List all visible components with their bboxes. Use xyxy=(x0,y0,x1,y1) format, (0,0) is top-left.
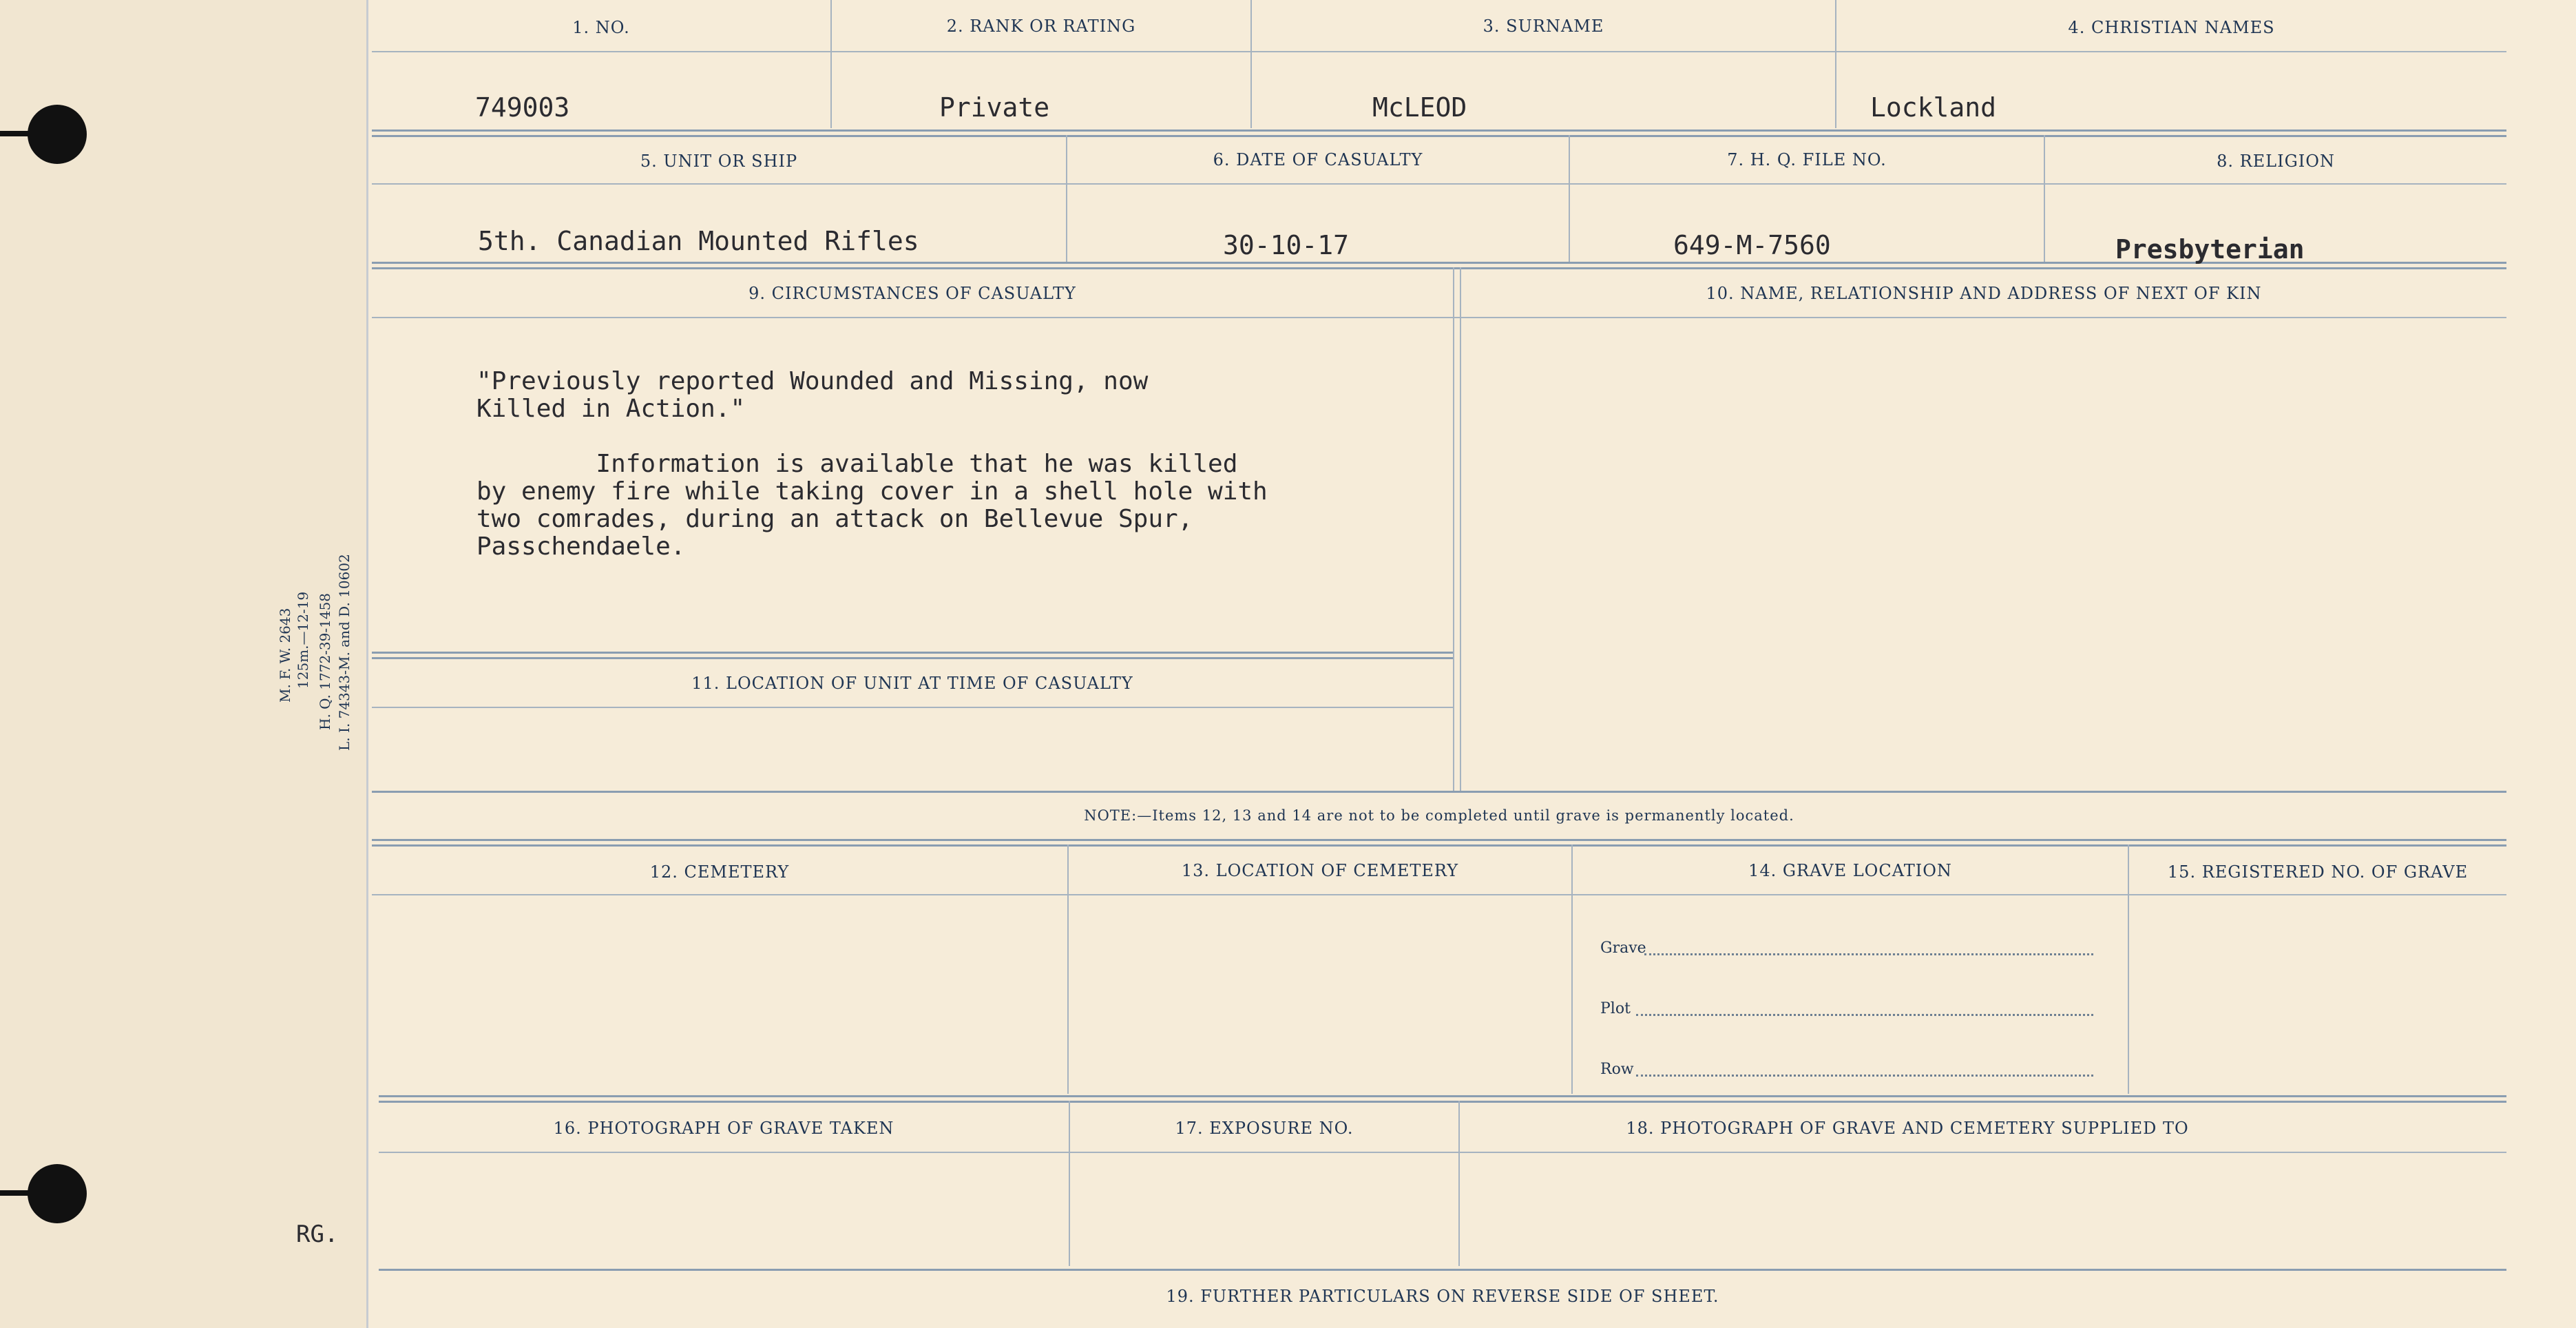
value-religion: Presbyterian xyxy=(2115,234,2305,264)
card-margin xyxy=(0,0,366,1328)
label-next-of-kin: 10. NAME, RELATIONSHIP AND ADDRESS OF NEXT OF KIN xyxy=(1706,284,2262,303)
rule xyxy=(372,657,1453,659)
circumstances-line-3: Information is available that he was killed xyxy=(477,450,1238,478)
value-unit: 5th. Canadian Mounted Rifles xyxy=(478,226,919,256)
punch-hole-top-tail xyxy=(0,131,30,136)
plot-field-label: Plot xyxy=(1600,1000,1631,1017)
rule xyxy=(372,839,2506,841)
label-photograph-supplied: 18. PHOTOGRAPH OF GRAVE AND CEMETERY SUPPLIED TO xyxy=(1626,1119,2189,1138)
value-christian-names: Lockland xyxy=(1870,92,1997,123)
label-number: 1. NO. xyxy=(572,18,630,37)
circumstances-line-6: Passchendaele. xyxy=(477,532,686,561)
rule xyxy=(1571,844,1573,1094)
rule xyxy=(372,844,2506,847)
row-field-line xyxy=(1636,1075,2093,1077)
label-hq-file: 7. H. Q. FILE NO. xyxy=(1727,150,1887,169)
rule xyxy=(372,894,2506,895)
punch-hole-bottom-tail xyxy=(0,1190,30,1196)
rule xyxy=(372,129,2506,132)
label-religion: 8. RELIGION xyxy=(2217,152,2335,171)
punch-hole-bottom xyxy=(28,1164,87,1223)
label-photograph-taken: 16. PHOTOGRAPH OF GRAVE TAKEN xyxy=(553,1119,894,1138)
label-location-of-unit: 11. LOCATION OF UNIT AT TIME OF CASUALTY xyxy=(691,674,1133,693)
margin-print-1: M. F. W. 2643 xyxy=(277,608,293,703)
label-unit: 5. UNIT OR SHIP xyxy=(640,152,798,171)
rg-stamp: RG. xyxy=(296,1221,339,1248)
label-registered-no: 15. REGISTERED NO. OF GRAVE xyxy=(2167,862,2469,882)
label-circumstances: 9. CIRCUMSTANCES OF CASUALTY xyxy=(748,284,1076,303)
label-grave-location: 14. GRAVE LOCATION xyxy=(1748,861,1952,880)
value-date: 30-10-17 xyxy=(1223,230,1350,260)
rule xyxy=(1453,267,1454,791)
label-christian-names: 4. CHRISTIAN NAMES xyxy=(2068,18,2275,37)
value-number: 749003 xyxy=(475,92,570,123)
row-field-label: Row xyxy=(1600,1061,1634,1078)
label-rank: 2. RANK OR RATING xyxy=(946,17,1136,36)
margin-print-3: H. Q. 1772-39-1458 xyxy=(317,592,333,730)
grave-field-line xyxy=(1644,953,2093,955)
circumstances-line-4: by enemy fire while taking cover in a shell hole with xyxy=(477,477,1268,506)
value-rank: Private xyxy=(939,92,1050,123)
grave-field-label: Grave xyxy=(1600,940,1646,957)
rule xyxy=(372,267,2506,269)
rule xyxy=(372,51,2506,52)
rule xyxy=(379,1101,2506,1103)
label-further-particulars: 19. FURTHER PARTICULARS ON REVERSE SIDE OF SHEET. xyxy=(1166,1287,1719,1306)
margin-print-2: 125m.—12-19 xyxy=(295,591,311,689)
label-date: 6. DATE OF CASUALTY xyxy=(1213,150,1423,169)
label-surname: 3. SURNAME xyxy=(1483,17,1604,36)
label-exposure-no: 17. EXPOSURE NO. xyxy=(1175,1119,1354,1138)
rule xyxy=(379,1152,2506,1153)
rule xyxy=(379,1095,2506,1097)
rule xyxy=(379,1269,2506,1271)
value-surname: McLEOD xyxy=(1372,92,1467,123)
rule xyxy=(372,183,2506,185)
rule xyxy=(1460,267,1461,791)
rule xyxy=(1067,844,1069,1094)
circumstances-line-5: two comrades, during an attack on Bellevue Spur, xyxy=(477,505,1193,533)
rule xyxy=(2128,844,2129,1094)
rule xyxy=(372,317,2506,318)
label-location-of-cemetery: 13. LOCATION OF CEMETERY xyxy=(1181,861,1459,880)
value-hq-file: 649-M-7560 xyxy=(1673,230,1831,260)
circumstances-line-2: Killed in Action." xyxy=(477,395,746,423)
rule xyxy=(372,652,1453,654)
margin-print-4: L. I. 74343-M. and D. 10602 xyxy=(336,554,353,751)
rule xyxy=(372,135,2506,137)
plot-field-line xyxy=(1636,1014,2093,1016)
label-cemetery: 12. CEMETERY xyxy=(649,862,790,882)
note-text: NOTE:—Items 12, 13 and 14 are not to be completed until grave is permanently located. xyxy=(1084,807,1794,824)
circumstances-line-1: "Previously reported Wounded and Missing, now xyxy=(477,367,1149,395)
rule xyxy=(372,707,1453,708)
punch-hole-top xyxy=(28,105,87,164)
rule xyxy=(372,791,2506,793)
margin-rule xyxy=(366,0,368,1328)
